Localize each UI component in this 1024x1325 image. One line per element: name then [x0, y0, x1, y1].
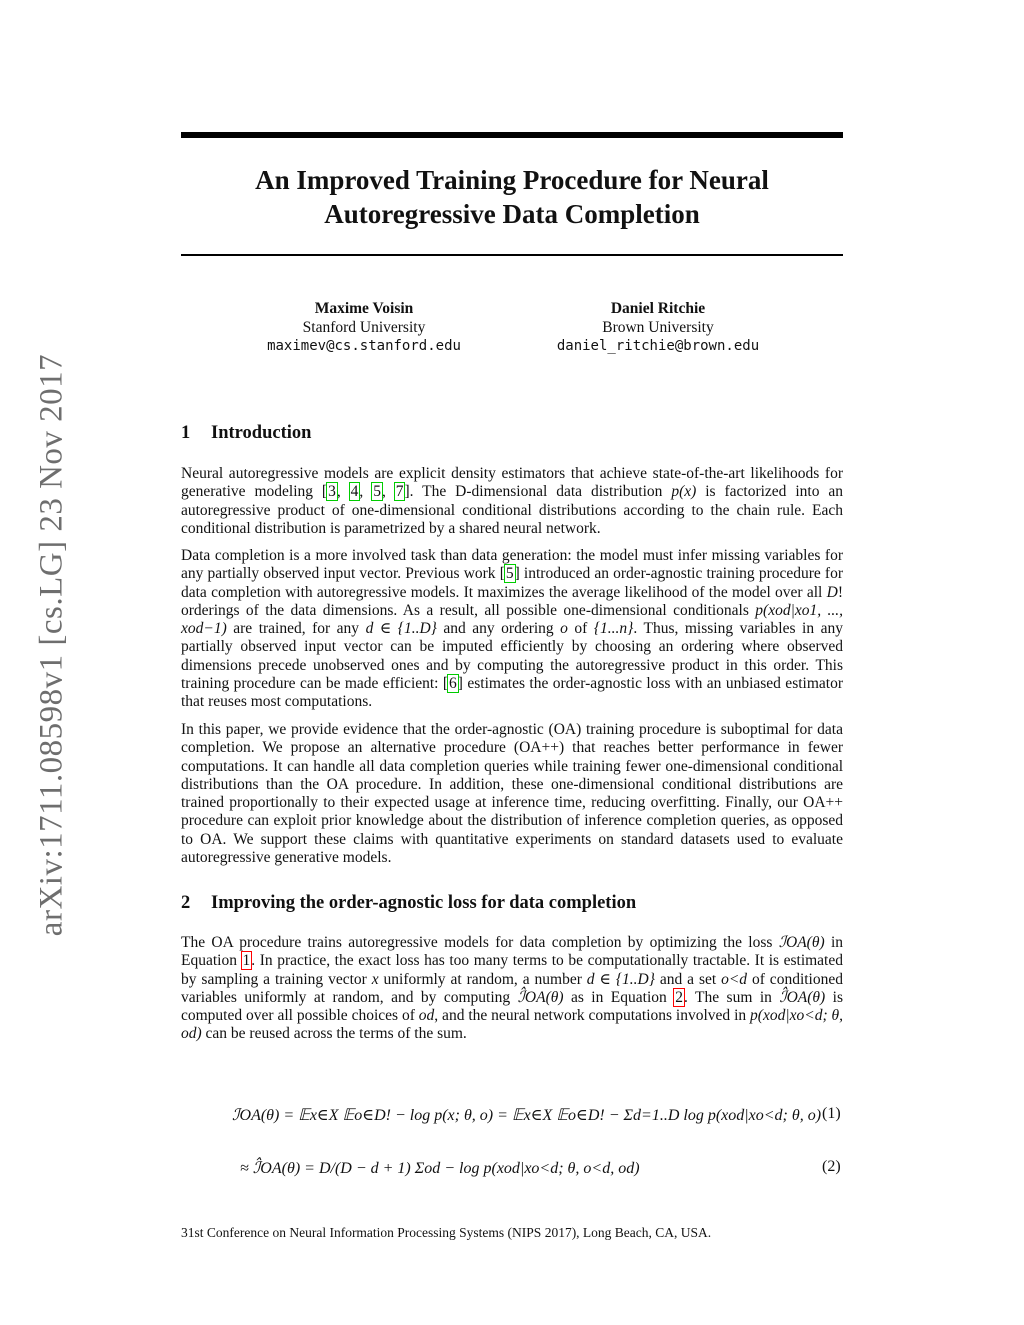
author-name: Maxime Voisin — [314, 300, 414, 317]
citation-link[interactable]: 6 — [449, 675, 457, 693]
citation-link[interactable]: 5 — [373, 483, 381, 501]
citation-link[interactable]: 4 — [350, 483, 359, 501]
author-name: Daniel Ritchie — [610, 300, 706, 317]
equation-2: ≈ ℐ̂OA(θ) = D/(D − d + 1) Σod − log p(xod|xo<d; θ, o<d, od) — [240, 1160, 640, 1177]
section-number: 2 — [181, 893, 191, 913]
section-title: Improving the order-agnostic loss for data completion — [211, 893, 637, 913]
title-line-2: Autoregressive Data Completion — [324, 199, 700, 229]
equation-number-1: (1) — [822, 1105, 841, 1122]
author-email: daniel_ritchie@brown.edu — [556, 338, 760, 354]
paper-title — [181, 163, 843, 231]
section-heading-improving-loss — [181, 893, 636, 914]
citation-link[interactable]: 7 — [395, 483, 404, 501]
section2-paragraph: The OA procedure trains autoregressive models for data completion by optimizing the loss ℐOA(θ) in Equation 1. In practice, the exact loss has too many terms to be computationally tractable. It is estimated by sampling a training vector x uniformly at random, a number d ∈ {1..D} and a set o<d of conditioned variables uniformly at random, and by computing ℐ̂OA(θ) as in Equation 2. The sum in ℐ̂OA(θ) is computed over all possible choices of od, and the neural network computations involved in p(xod|xo<d; θ, od) can be reused across the terms of the sum. — [181, 934, 843, 1043]
equation-number-2: (2) — [822, 1158, 841, 1175]
arxiv-identifier: arXiv:1711.08598v1 [cs.LG] 23 Nov 2017 — [33, 353, 70, 937]
title-bottom-rule — [181, 254, 843, 256]
equation-1: ℐOA(θ) = 𝔼x∈X 𝔼o∈D! − log p(x; θ, o) = 𝔼x∈X 𝔼o∈D! − Σd=1..D log p(xod|xo<d; θ, o) — [232, 1107, 822, 1124]
citation-link[interactable]: 3 — [328, 483, 336, 501]
author-affiliation: Stanford University — [302, 319, 426, 336]
author-email: maximev@cs.stanford.edu — [267, 338, 461, 354]
conference-footnote: 31st Conference on Neural Information Processing Systems (NIPS 2017), Long Beach, CA, USA. — [181, 1225, 712, 1240]
author-block-2 — [498, 299, 818, 356]
section-number: 1 — [181, 423, 191, 443]
title-top-rule — [181, 132, 843, 138]
author-affiliation: Brown University — [602, 319, 714, 336]
title-line-1: An Improved Training Procedure for Neural — [255, 165, 769, 195]
citation-link[interactable]: 5 — [505, 565, 514, 583]
section-heading-introduction — [181, 423, 311, 444]
intro-paragraph-2: Data completion is a more involved task than data generation: the model must infer missing variables for any partially observed input vector. Previous work [5] introduced an order-agnostic training procedure for data completion with autoregressive models. It maximizes the average likelihood of the model over all D! orderings of the data dimensions. As a result, all possible one-dimensional conditionals p(xod|xo1, ..., xod−1) are trained, for any d ∈ {1..D} and any ordering o of {1...n}. Thus, missing variables in any partially observed input vector can be imputed efficiently by choosing an ordering where observed dimensions precede unobserved ones and by computing the autoregressive product in this order. This training procedure can be made efficient: [6] estimates the order-agnostic loss with an unbiased estimator that reuses most computations. — [181, 547, 843, 711]
intro-paragraph-3: In this paper, we provide evidence that the order-agnostic (OA) training procedure is suboptimal for data completion. We propose an alternative procedure (OA++) that reaches better performance in fewer computations. It can handle all data completion queries while training fewer one-dimensional conditional distributions than the OA procedure. In addition, these one-dimensional conditional distributions are trained proportionally to their expected usage at inference time, reducing overfitting. Finally, our OA++ procedure can exploit prior knowledge about the distribution of inference completion queries, as opposed to OA. We support these claims with quantitative experiments on standard datasets used to evaluate autoregressive generative models. — [181, 721, 843, 867]
equation-reference-link[interactable]: 2 — [675, 988, 683, 1006]
section-title: Introduction — [211, 423, 312, 443]
author-block-1 — [204, 299, 524, 356]
intro-paragraph-1: Neural autoregressive models are explicit density estimators that achieve state-of-the-art likelihoods for generative modeling [3, 4, 5, 7]. The D-dimensional data distribution p(x) is factorized into an autoregressive product of one-dimensional conditional distributions according to the chain rule. Each conditional distribution is parametrized by a shared neural network. — [181, 465, 843, 537]
equation-reference-link[interactable]: 1 — [242, 952, 251, 970]
